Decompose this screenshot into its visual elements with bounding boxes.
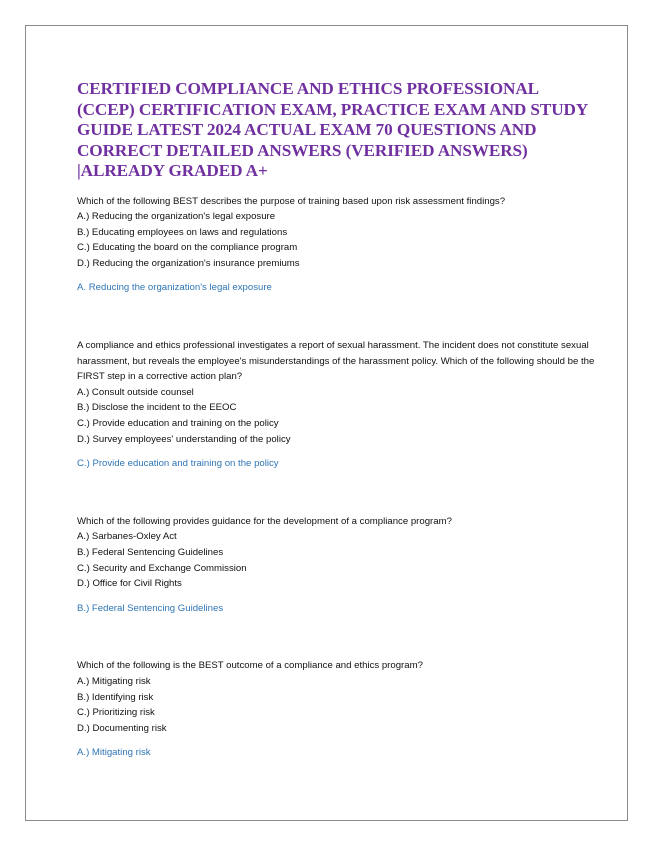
question-text: Which of the following is the BEST outcome of a compliance and ethics program? <box>77 660 423 672</box>
option-b: B.) Federal Sentencing Guidelines <box>77 547 224 558</box>
question-2 <box>77 338 597 472</box>
spacer <box>77 296 597 338</box>
option-b: B.) Disclose the incident to the EEOC <box>77 402 237 414</box>
answer-text: A. Reducing the organization's legal exposure <box>77 282 272 294</box>
option-c: C.) Security and Exchange Commission <box>77 562 247 574</box>
option-c: C.) Educating the board on the compliance program <box>77 242 298 254</box>
page-content <box>77 79 597 761</box>
question-text: Which of the following provides guidance for the development of a compliance program? <box>77 515 452 527</box>
answer-text: B.) Federal Sentencing Guidelines <box>77 602 224 614</box>
answer-text: A.) Mitigating risk <box>77 747 151 759</box>
option-a: A.) Consult outside counsel <box>77 386 194 398</box>
answer-text: C.) Provide education and training on the policy <box>77 458 279 470</box>
option-a: A.) Mitigating risk <box>77 675 151 687</box>
document-page <box>25 25 628 821</box>
option-d: D.) Reducing the organization's insurance premiums <box>77 257 300 269</box>
option-a: A.) Sarbanes-Oxley Act <box>77 531 177 543</box>
question-1 <box>77 194 597 297</box>
option-a: A.) Reducing the organization's legal exposure <box>77 211 276 223</box>
option-b: B.) Identifying risk <box>77 691 154 703</box>
question-text: A compliance and ethics professional investigates a report of sexual harassment. The incident does not constitute sexual harassment, but reveals the employee's misunderstandings of the harassment policy. Which of the following should be the FIRST step in a corrective action plan? <box>77 340 595 383</box>
option-d: D.) Office for Civil Rights <box>77 578 182 590</box>
spacer <box>77 616 597 658</box>
question-text: Which of the following BEST describes the purpose of training based upon risk assessment findings? <box>77 195 506 207</box>
option-d: D.) Documenting risk <box>77 722 167 734</box>
document-title: CERTIFIED COMPLIANCE AND ETHICS PROFESSIONAL (CCEP) CERTIFICATION EXAM, PRACTICE EXAM AND STUDY GUIDE LATEST 2024 ACTUAL EXAM 70 QUESTIONS AND CORRECT DETAILED ANSWERS (VERIFIED ANSWERS) |ALREADY GRADED A+ <box>77 79 588 180</box>
option-c: C.) Prioritizing risk <box>77 707 155 719</box>
option-b: B.) Educating employees on laws and regulations <box>77 226 288 238</box>
spacer <box>77 472 597 514</box>
question-3 <box>77 514 597 617</box>
option-c: C.) Provide education and training on the policy <box>77 418 279 430</box>
option-d: D.) Survey employees' understanding of the policy <box>77 433 291 445</box>
question-4 <box>77 658 597 761</box>
